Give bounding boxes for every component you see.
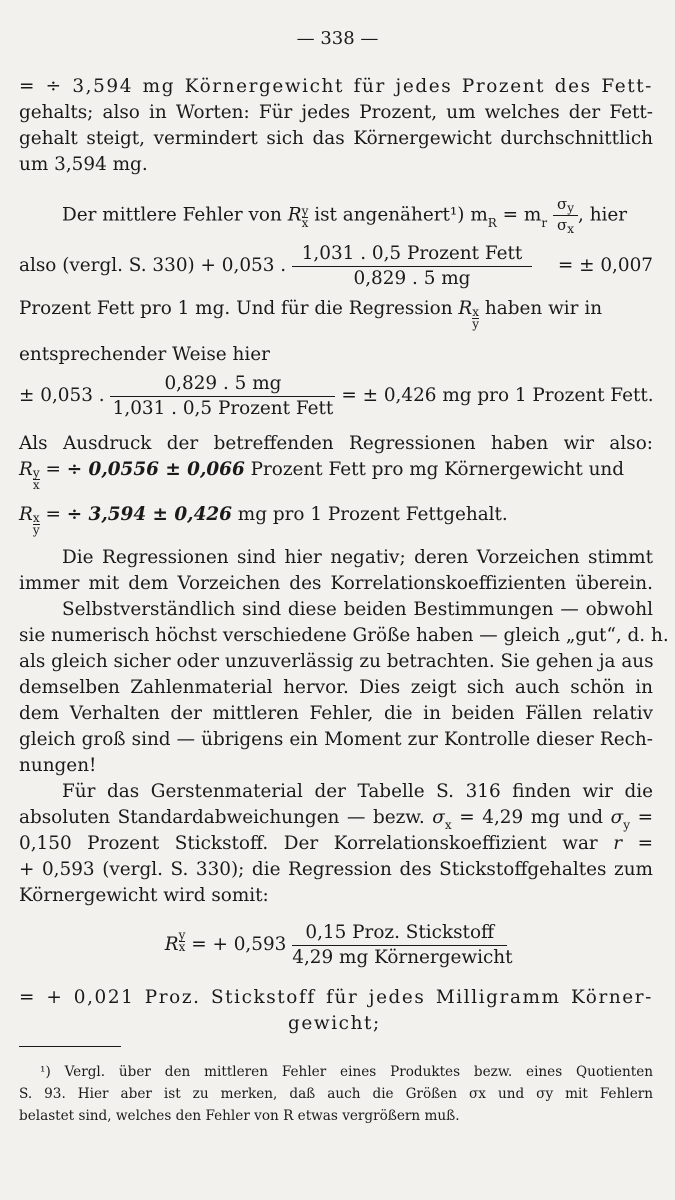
text-fragment: = ± 0,007: [557, 255, 653, 276]
footnote-line: belastet sind, welches den Fehler von R etwas vergrößern muß.: [19, 1108, 460, 1124]
subscript-bottom: y: [472, 317, 480, 331]
text-fragment: =: [622, 833, 653, 854]
symbol-R: R: [164, 934, 179, 955]
text-line: nungen!: [19, 755, 97, 776]
text-line: immer mit dem Vorzeichen des Korrelationskoeffizienten überein.: [19, 573, 653, 594]
text-line: gehalts; also in Worten: Für jedes Prozent, um welches der Fett-: [19, 102, 653, 123]
subscript-x-over-y: [33, 513, 40, 536]
text-fragment: haben wir in: [479, 298, 603, 319]
footnote-line: ¹) Vergl. über den mittleren Fehler eines Produktes bezw. eines Quotienten: [40, 1064, 653, 1080]
text-line: gewicht;: [288, 1013, 381, 1034]
subscript-y-over-x: [33, 468, 40, 491]
text-line: [19, 297, 653, 331]
text-fragment: Prozent Fett pro mg Körnergewicht und: [244, 459, 625, 480]
formula-line: [19, 242, 653, 290]
symbol-R: R: [287, 204, 302, 226]
text-line: als gleich sicher oder unzuverlässig zu betrachten. Sie gehen ja aus: [19, 651, 654, 672]
text-line: Für das Gerstenmaterial der Tabelle S. 316 finden wir die: [62, 781, 653, 802]
text-line: Die Regressionen sind hier negativ; deren Vorzeichen stimmt: [62, 547, 653, 568]
text-line: dem Verhalten der mittleren Fehler, die in beiden Fällen relativ: [19, 703, 653, 724]
subscript-top: y: [301, 204, 309, 218]
text-fragment: =: [39, 459, 67, 480]
text-fragment: =: [39, 504, 67, 525]
text-line: [19, 832, 653, 856]
subscript-top: y: [178, 928, 186, 942]
text-line: gleich groß sind — übrigens ein Moment zur Kontrolle dieser Rech-: [19, 729, 653, 750]
text-fragment: , hier: [578, 204, 628, 226]
text-line: sie numerisch höchst verschiedene Größe haben — gleich „gut“, d. h.: [19, 625, 669, 646]
subscript-top: y: [32, 466, 40, 480]
text-line: entsprechender Weise hier: [19, 344, 270, 365]
text-line: = ÷ 3,594 mg Körnergewicht für jedes Prozent des Fett-: [19, 76, 653, 97]
subscript-bottom: y: [32, 523, 40, 537]
subscript-R: R: [487, 215, 497, 230]
regression-value: ÷ 0,0556 ± 0,066: [66, 459, 245, 480]
symbol-R: R: [19, 504, 33, 525]
fraction: $\frac{\text{0,15 Proz. Stickstoff}}{\text{4,29 mg Körnergewicht}}$: [292, 921, 513, 968]
text-fragment: = + 0,593: [185, 934, 287, 955]
text-line: = + 0,021 Proz. Stickstoff für jedes Milligramm Körner-: [19, 987, 653, 1008]
text-fragment: absoluten Standardabweichungen — bezw.: [19, 807, 433, 828]
text-line: [19, 458, 653, 492]
subscript-y-over-x: [302, 206, 309, 229]
formula-line: [19, 920, 653, 970]
footnote-rule: [19, 1046, 121, 1047]
page-number: — 338 —: [296, 28, 379, 49]
text-line: [19, 503, 653, 537]
subscript-r: r: [541, 215, 548, 230]
text-fragment: ist angenähert¹) m: [308, 204, 488, 226]
sigma-fraction: $\frac{\sigma_y}{\sigma_x}$: [553, 196, 578, 235]
symbol-R: R: [19, 459, 33, 480]
text-line: [19, 806, 653, 831]
symbol-sigma: σ: [610, 807, 624, 828]
symbol-sigma: σ: [432, 807, 445, 828]
text-line: Als Ausdruck der betreffenden Regressionen haben wir also:: [19, 433, 653, 454]
subscript-bottom: x: [301, 216, 309, 230]
text-fragment: =: [630, 807, 654, 828]
subscript-y: y: [623, 818, 630, 832]
text-fragment: = m: [496, 204, 542, 226]
text-fragment: = 4,29 mg und: [451, 807, 611, 828]
text-fragment: = ± 0,426 mg pro 1 Prozent Fett.: [341, 385, 654, 406]
symbol-R: R: [458, 298, 473, 319]
subscript-bottom: x: [32, 478, 40, 492]
text-fragment: Prozent Fett pro 1 mg. Und für die Regression: [19, 298, 459, 319]
symbol-r: r: [613, 833, 623, 854]
subscript-x: x: [444, 818, 452, 832]
text-line: [62, 196, 653, 235]
subscript-top: x: [472, 305, 480, 319]
footnote-line: S. 93. Hier aber ist zu merken, daß auch die Größen σx und σy mit Fehlern: [19, 1086, 653, 1102]
text-fragment: ± 0,053 .: [19, 385, 105, 406]
subscript-x-over-y: [472, 307, 479, 330]
subscript-top: x: [32, 511, 40, 525]
fraction: $\frac{0,829 . 5 mg}{\text{1,031 . 0,5 Prozent Fett}}$: [110, 373, 335, 420]
fraction: $\frac{\text{1,031 . 0,5 Prozent Fett}}{0,829 . 5 mg}$: [292, 243, 532, 290]
text-line: + 0,593 (vergl. S. 330); die Regression des Stickstoffgehaltes zum: [19, 859, 653, 880]
text-fragment: mg pro 1 Prozent Fettgehalt.: [231, 504, 508, 525]
text-fragment: Der mittlere Fehler von: [62, 204, 288, 226]
regression-value: ÷ 3,594 ± 0,426: [66, 504, 232, 525]
text-fragment: also (vergl. S. 330) + 0,053 .: [19, 255, 287, 276]
text-line: um 3,594 mg.: [19, 154, 148, 175]
subscript-y-over-x: [179, 930, 186, 953]
text-line: demselben Zahlenmaterial hervor. Dies zeigt sich auch schön in: [19, 677, 653, 698]
formula-line: [19, 372, 653, 420]
text-line: Körnergewicht wird somit:: [19, 885, 269, 906]
text-line: Selbstverständlich sind diese beiden Bestimmungen — obwohl: [62, 599, 653, 620]
text-fragment: 0,150 Prozent Stickstoff. Der Korrelationskoeffizient war: [19, 833, 614, 854]
text-line: gehalt steigt, vermindert sich das Körnergewicht durchschnittlich: [19, 128, 653, 149]
subscript-bottom: x: [178, 940, 186, 954]
